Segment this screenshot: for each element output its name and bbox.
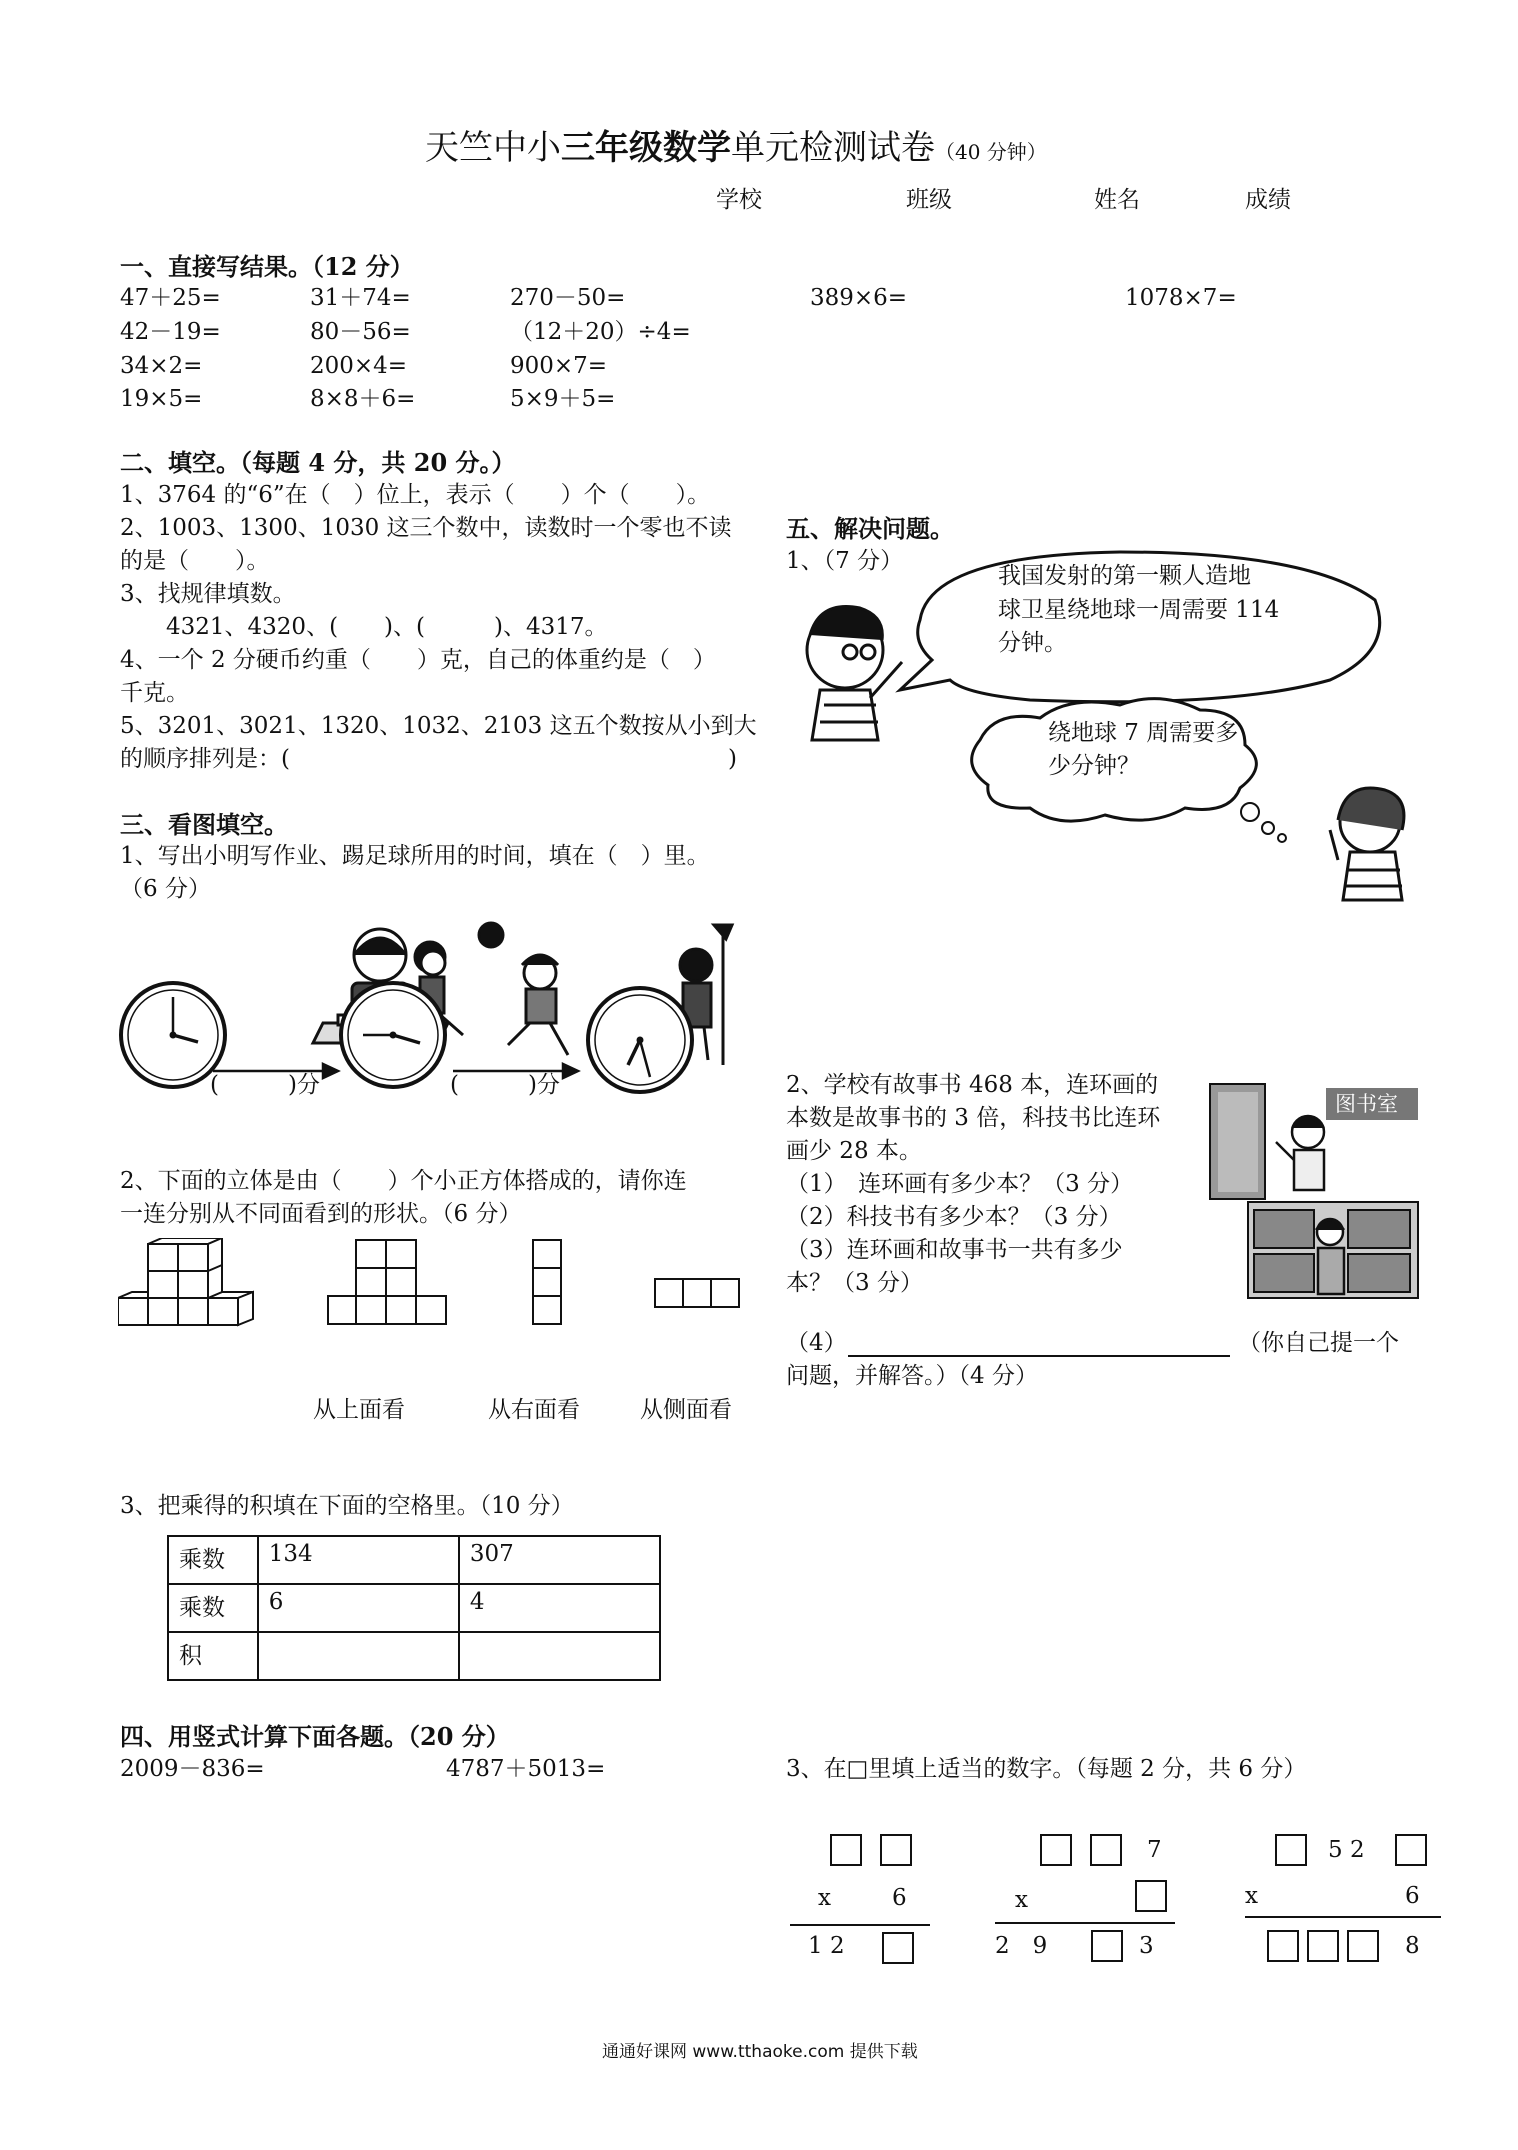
s1-item: 5×9＋5=	[510, 386, 616, 412]
table-row	[168, 1536, 660, 1584]
q4-answer-line[interactable]	[848, 1355, 1230, 1357]
digit-box[interactable]	[1275, 1834, 1307, 1866]
s4-heading: 四、用竖式计算下面各题。（20 分）	[120, 1722, 510, 1751]
digit-box[interactable]	[882, 1932, 914, 1964]
page-title: 天竺中小三年级数学单元检测试卷（40 分钟）	[425, 128, 1047, 168]
view-label-top: 从上面看	[313, 1397, 405, 1423]
bubble2-line: 绕地球 7 周需要多	[1048, 720, 1239, 746]
bubble2-line: 少分钟？	[1048, 753, 1140, 779]
s2-line: 千克。	[120, 680, 189, 706]
clock-icon	[341, 983, 445, 1087]
table-cell: 乘数	[168, 1536, 258, 1584]
digit-box[interactable]	[1090, 1834, 1122, 1866]
s5-q2-line: （3）连环画和故事书一共有多少	[786, 1237, 1123, 1263]
result-line	[995, 1922, 1175, 1924]
view-label-side: 从侧面看	[640, 1397, 732, 1423]
time-blank-homework[interactable]: ( )分	[210, 1072, 320, 1098]
bubble1-line: 球卫星绕地球一周需要 114	[998, 597, 1280, 623]
table-cell: 积	[168, 1632, 258, 1680]
digit-puzzle	[995, 1834, 1175, 1974]
product-table	[167, 1535, 661, 1681]
clock-icon	[588, 988, 692, 1092]
s5-q4-post: （你自己提一个	[1238, 1330, 1399, 1356]
table-cell: 4	[459, 1584, 660, 1632]
s5-q2-line: 本？（3 分）	[786, 1270, 923, 1296]
s5-heading: 五、解决问题。	[786, 514, 954, 543]
digit-puzzle	[1245, 1834, 1441, 1974]
s2-close-paren: )	[728, 746, 737, 772]
girl-icon	[1330, 788, 1404, 900]
digit-box[interactable]	[1267, 1930, 1299, 1962]
footer-text: 通通好课网 www.tthaoke.com 提供下载	[602, 2042, 918, 2062]
digit-box[interactable]	[1395, 1834, 1427, 1866]
answer-cell[interactable]	[459, 1632, 660, 1680]
view-shape-a	[326, 1238, 451, 1328]
digit-box[interactable]	[1347, 1930, 1379, 1962]
s1-item: （12＋20）÷4=	[510, 319, 691, 345]
bubble1-line: 我国发射的第一颗人造地	[998, 563, 1251, 589]
result-line	[790, 1924, 930, 1926]
s5-q3: 3、在□里填上适当的数字。（每题 2 分，共 6 分）	[786, 1756, 1307, 1782]
library-sign-text: 图书室	[1335, 1092, 1398, 1116]
digit-box[interactable]	[830, 1834, 862, 1866]
s2-line: 5、3201、3021、1320、1032、2103 这五个数按从小到大	[120, 713, 757, 739]
digit-box[interactable]	[880, 1834, 912, 1866]
s1-item: 389×6=	[810, 285, 908, 311]
digit-puzzle	[790, 1834, 930, 1974]
cube-solid-figure	[118, 1238, 258, 1353]
result-line	[1245, 1916, 1441, 1918]
result-digits: 1 2	[808, 1933, 845, 1959]
result-end-digit: 8	[1405, 1933, 1420, 1959]
s1-item: 200×4=	[310, 353, 408, 379]
s5-q2-line: 画少 28 本。	[786, 1138, 922, 1164]
s3-q1-points: （6 分）	[120, 876, 211, 902]
table-row	[168, 1584, 660, 1632]
s5-q4-pre: （4）	[786, 1330, 847, 1356]
view-shape-c	[652, 1276, 744, 1312]
s2-line: 的是（ ）。	[120, 548, 270, 574]
s2-line: 4321、4320、( )、( )、4317。	[120, 614, 608, 640]
time-blank-soccer[interactable]: ( )分	[450, 1072, 560, 1098]
s5-q2-line: 本数是故事书的 3 倍，科技书比连环	[786, 1105, 1161, 1131]
s4-item: 4787＋5013=	[446, 1756, 606, 1782]
s1-item: 1078×7=	[1125, 285, 1237, 311]
digit-box[interactable]	[1307, 1930, 1339, 1962]
s4-item: 2009－836=	[120, 1756, 265, 1782]
s3-q2: 2、下面的立体是由（ ）个小正方体搭成的，请你连	[120, 1168, 687, 1194]
s1-item: 80－56=	[310, 319, 411, 345]
table-cell: 乘数	[168, 1584, 258, 1632]
field-class: 班级	[906, 187, 952, 213]
top-digit: 7	[1147, 1837, 1162, 1863]
table-cell: 134	[258, 1536, 459, 1584]
bubble1-line: 分钟。	[998, 630, 1067, 656]
s1-item: 42－19=	[120, 319, 221, 345]
s3-q1: 1、写出小明写作业、踢足球所用的时间，填在（ ）里。	[120, 843, 710, 869]
s5-q1-label: 1、（7 分）	[786, 548, 904, 574]
s5-q2-line: （2）科技书有多少本？（3 分）	[786, 1204, 1122, 1230]
result-digits: 2 9	[995, 1933, 1048, 1959]
table-row	[168, 1632, 660, 1680]
field-score: 成绩	[1245, 187, 1291, 213]
s3-q2-cont: 一连分别从不同面看到的形状。（6 分）	[120, 1201, 522, 1227]
answer-cell[interactable]	[258, 1632, 459, 1680]
s2-line: 4、一个 2 分硬币约重（ ）克，自己的体重约是（ ）	[120, 647, 716, 673]
boy-icon	[807, 607, 902, 740]
s2-line: 3、找规律填数。	[120, 581, 296, 607]
s1-item: 34×2=	[120, 353, 203, 379]
view-shape-b	[530, 1238, 566, 1328]
s1-item: 19×5=	[120, 386, 203, 412]
s5-q2-line: 2、学校有故事书 468 本，连环画的	[786, 1072, 1159, 1098]
multiplier: 6	[892, 1885, 907, 1911]
digit-box[interactable]	[1091, 1930, 1123, 1962]
digit-box[interactable]	[1135, 1880, 1167, 1912]
table-cell: 307	[459, 1536, 660, 1584]
s1-item: 47＋25=	[120, 285, 221, 311]
s5-q4-line2: 问题，并解答。）（4 分）	[786, 1363, 1038, 1389]
mult-sign: x	[818, 1885, 831, 1911]
s1-item: 270－50=	[510, 285, 626, 311]
s1-item: 31＋74=	[310, 285, 411, 311]
s2-line: 1、3764 的“6”在（ ）位上，表示（ ）个（ ）。	[120, 482, 711, 508]
result-end-digit: 3	[1139, 1933, 1154, 1959]
digit-box[interactable]	[1040, 1834, 1072, 1866]
mult-sign: x	[1245, 1883, 1258, 1909]
student-girl-icon	[1316, 1219, 1344, 1294]
s5-q2-line: （1） 连环画有多少本？（3 分）	[786, 1171, 1134, 1197]
mult-sign: x	[1015, 1887, 1028, 1913]
s2-line: 2、1003、1300、1030 这三个数中，读数时一个零也不读	[120, 515, 732, 541]
s2-heading: 二、填空。（每题 4 分，共 20 分。）	[120, 448, 516, 477]
s3-heading: 三、看图填空。	[120, 810, 288, 839]
librarian-icon	[1276, 1116, 1324, 1190]
field-name: 姓名	[1094, 187, 1140, 213]
view-label-right: 从右面看	[488, 1397, 580, 1423]
multiplier: 6	[1405, 1883, 1420, 1909]
s3-q3: 3、把乘得的积填在下面的空格里。（10 分）	[120, 1493, 574, 1519]
field-school: 学校	[716, 187, 762, 213]
top-digits: 5 2	[1328, 1837, 1365, 1863]
s1-item: 8×8＋6=	[310, 386, 416, 412]
s1-heading: 一、直接写结果。（12 分）	[120, 252, 414, 281]
s1-item: 900×7=	[510, 353, 608, 379]
table-cell: 6	[258, 1584, 459, 1632]
s2-line: 的顺序排列是：(	[120, 746, 290, 772]
